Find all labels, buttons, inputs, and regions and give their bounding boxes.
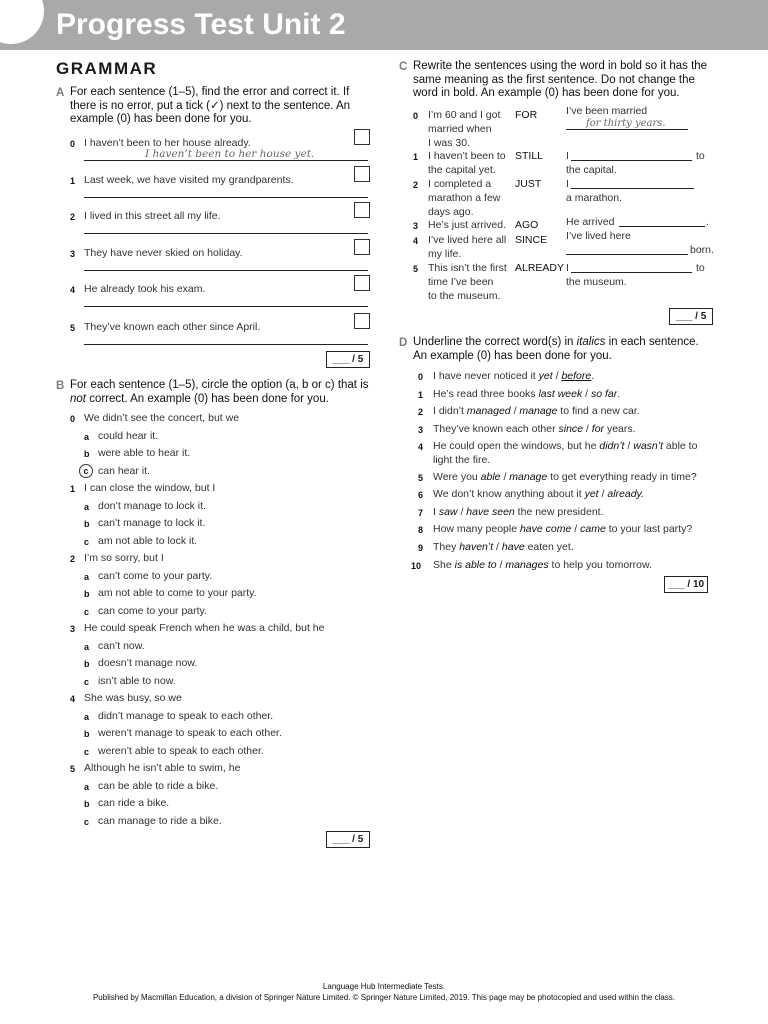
example-prefix: I’ve been married — [566, 105, 648, 117]
option-letter[interactable]: b — [84, 799, 90, 809]
part-d-score-box: ___ / 10 — [664, 576, 708, 593]
italic-option[interactable]: manage — [519, 405, 558, 417]
original-sentence: I completed a — [428, 178, 492, 190]
keyword-bold: FOR — [515, 109, 538, 121]
part-a-score-box: ___ / 5 — [326, 351, 370, 368]
item-number: 2 — [70, 212, 76, 222]
answer-end: to — [696, 150, 705, 162]
option-letter[interactable]: b — [84, 659, 90, 669]
part-b-letter: B — [56, 380, 65, 392]
sentence-fragment: I have never noticed it — [433, 370, 539, 382]
item-number: 2 — [413, 180, 419, 190]
part-d-letter: D — [399, 337, 408, 349]
option-letter[interactable]: a — [84, 641, 90, 652]
option-text[interactable]: can be able to ride a bike. — [98, 779, 219, 792]
example-answer: for thirty years. — [586, 118, 666, 129]
sentence-fragment: I didn’t — [433, 405, 467, 417]
sentence-fragment: / — [457, 506, 467, 518]
tick-box[interactable] — [354, 313, 370, 329]
italic-option[interactable]: is able to — [454, 559, 497, 571]
italic-option[interactable]: for — [591, 423, 605, 435]
sentence-text — [433, 370, 594, 382]
section-title: GRAMMAR — [56, 59, 158, 78]
option-letter[interactable]: b — [84, 729, 90, 739]
answer-line[interactable] — [84, 233, 368, 234]
tick-box[interactable] — [354, 239, 370, 255]
option-letter[interactable]: c — [84, 816, 90, 827]
sentence-fragment: / — [496, 559, 506, 571]
item-number: 3 — [70, 624, 76, 634]
sentence-text: They’ve known each other since April. — [84, 321, 261, 333]
option-letter[interactable]: c — [84, 536, 90, 547]
answer-line[interactable] — [571, 160, 692, 161]
question-stem: He could speak French when he was a child, but he — [84, 622, 325, 634]
italic-option[interactable]: able — [480, 471, 501, 483]
part-a-instruction: For each sentence (1–5), find the error and correct it. If there is no error, put a tick (✓) next to the sentence. An example (0) has been done for you. — [70, 86, 351, 125]
option-letter[interactable]: b — [84, 519, 90, 529]
option-letter[interactable]: a — [84, 431, 90, 442]
option-letter[interactable]: b — [84, 589, 90, 599]
italic-option[interactable]: yet — [538, 370, 553, 382]
item-number: 0 — [413, 111, 419, 121]
original-sentence: marathon a few — [428, 192, 501, 204]
answer-line[interactable] — [84, 160, 368, 161]
sentence-fragment: to your last party? — [605, 523, 693, 535]
answer-start: I’ve lived here — [566, 230, 631, 242]
option-letter[interactable]: a — [84, 501, 90, 512]
option-text[interactable]: could hear it. — [98, 429, 159, 442]
item-number: 2 — [418, 407, 424, 417]
item-number: 10 — [411, 561, 422, 571]
option-letter[interactable]: c — [84, 606, 90, 617]
item-number: 5 — [418, 473, 424, 483]
underlined-answer[interactable]: before — [561, 370, 592, 382]
sentence-text: I lived in this street all my life. — [84, 210, 221, 222]
original-sentence: I haven’t been to — [428, 150, 506, 162]
item-number: 4 — [413, 236, 419, 246]
option-text[interactable]: weren’t manage to speak to each other. — [98, 727, 282, 739]
option-text[interactable]: weren’t able to speak to each other. — [98, 744, 264, 757]
option-text[interactable]: can hear it. — [98, 464, 150, 477]
sentence-fragment: to get everything ready in time? — [547, 471, 697, 483]
answer-line[interactable] — [84, 306, 368, 307]
sentence-fragment: / — [582, 388, 591, 400]
item-number: 3 — [418, 425, 424, 435]
option-text[interactable]: am not able to lock it. — [98, 534, 198, 547]
answer-line[interactable] — [84, 344, 368, 345]
sentence-fragment: / — [493, 541, 502, 553]
sentence-fragment: able to — [663, 440, 698, 452]
item-number: 4 — [70, 285, 76, 295]
sentence-fragment: We don’t know anything about it — [433, 488, 585, 500]
part-d-instruction: Underline the correct word(s) in italics in each sentence. An example (0) has been done for you. — [413, 336, 699, 362]
keyword-bold: ALREADY — [515, 262, 565, 274]
item-number: 6 — [418, 490, 424, 500]
option-text[interactable]: can manage to ride a bike. — [98, 814, 222, 827]
footer-line-1: Language Hub Intermediate Tests. — [322, 982, 446, 991]
original-sentence: to the museum. — [428, 290, 501, 302]
option-text[interactable]: can’t come to your party. — [98, 569, 213, 582]
item-number: 5 — [413, 264, 419, 274]
italic-option[interactable]: last week — [538, 388, 583, 400]
tick-box[interactable] — [354, 166, 370, 182]
answer-continuation: the capital. — [566, 164, 617, 176]
keyword-bold: JUST — [515, 178, 542, 190]
italic-option[interactable]: wasn’t — [633, 440, 663, 452]
item-number: 0 — [70, 139, 76, 149]
option-text[interactable]: can come to your party. — [98, 604, 207, 617]
page-title: Progress Test Unit 2 — [56, 8, 346, 41]
example-answer: I haven’t been to her house yet. — [145, 148, 315, 160]
part-c-instruction: Rewrite the sentences using the word in bold so it has the same meaning as the first sentence. Do not change the word in bold. An example (0) has been done for you. — [413, 60, 708, 99]
option-text[interactable]: can’t manage to lock it. — [98, 517, 206, 529]
option-text[interactable]: didn’t manage to speak to each other. — [98, 709, 274, 722]
part-b-score-box: ___ / 5 — [326, 831, 370, 848]
answer-start: I — [566, 262, 569, 274]
answer-line[interactable] — [571, 272, 692, 273]
italic-option[interactable]: came — [580, 523, 606, 535]
sentence-text — [433, 506, 604, 518]
tick-box[interactable] — [354, 275, 370, 291]
italic-option[interactable]: manage — [509, 471, 548, 483]
answer-continuation: a marathon. — [566, 192, 623, 204]
sentence-text — [433, 440, 697, 452]
sentence-fragment: / — [552, 370, 562, 382]
item-number: 7 — [418, 508, 424, 518]
answer-start: I — [566, 150, 569, 162]
option-letter[interactable]: c — [84, 676, 90, 687]
option-letter[interactable]: a — [84, 781, 90, 792]
italic-option[interactable]: saw — [438, 506, 458, 518]
answer-line[interactable] — [566, 254, 688, 255]
item-number: 1 — [70, 484, 76, 494]
sentence-fragment: Were you — [433, 471, 481, 483]
italic-option[interactable]: have come — [519, 523, 572, 535]
italic-option[interactable]: yet — [584, 488, 599, 500]
answer-continuation: the museum. — [566, 276, 627, 288]
answer-line[interactable] — [571, 188, 694, 189]
item-number: 1 — [418, 390, 424, 400]
footer-line-2: Published by Macmillan Education, a division of Springer Nature Limited. © Springer Nature Limited, 2019. This page may be photocopied and used within the class. — [92, 993, 676, 1002]
answer-line[interactable] — [619, 226, 705, 227]
question-stem: I’m so sorry, but I — [84, 552, 164, 564]
original-sentence: my life. — [428, 248, 462, 260]
keyword-bold: AGO — [515, 219, 539, 231]
option-text[interactable]: can’t now. — [98, 639, 145, 652]
item-number: 5 — [70, 323, 76, 333]
tick-box[interactable] — [354, 129, 370, 145]
option-letter[interactable]: a — [84, 711, 90, 722]
original-sentence: He’s just arrived. — [428, 219, 507, 231]
answer-line[interactable] — [84, 197, 368, 198]
item-number: 0 — [70, 414, 76, 424]
option-letter[interactable]: c — [84, 746, 90, 757]
option-text[interactable]: isn’t able to now. — [98, 674, 176, 687]
item-number: 0 — [418, 372, 424, 382]
keyword-bold: SINCE — [515, 234, 548, 246]
item-number: 3 — [70, 249, 76, 259]
original-sentence: married when — [428, 123, 492, 135]
sentence-fragment: the new president. — [514, 506, 604, 518]
sentence-fragment: . — [617, 388, 621, 400]
sentence-text — [433, 559, 652, 571]
item-number: 9 — [418, 543, 424, 553]
original-sentence: days ago. — [428, 206, 474, 218]
answer-end: born. — [690, 244, 714, 256]
sentence-fragment: to help you tomorrow. — [548, 559, 652, 571]
sentence-fragment: I — [433, 506, 439, 518]
sentence-fragment: / — [500, 471, 510, 483]
sentence-continuation: light the fire. — [433, 454, 491, 466]
item-number: 2 — [70, 554, 76, 564]
original-sentence: I was 30. — [428, 137, 471, 149]
answer-line[interactable] — [84, 270, 368, 271]
sentence-text: Last week, we have visited my grandparents. — [84, 174, 294, 186]
italic-option[interactable]: already. — [607, 488, 644, 500]
sentence-text — [433, 388, 620, 400]
sentence-fragment: He’s read three books — [433, 388, 539, 400]
original-sentence: This isn’t the first — [428, 262, 507, 274]
question-stem: Although he isn’t able to swim, he — [84, 762, 241, 774]
italic-option[interactable]: so far — [591, 388, 618, 400]
sentence-fragment: They — [433, 541, 460, 553]
italic-option[interactable]: manages — [505, 559, 549, 571]
italic-option[interactable]: have seen — [466, 506, 515, 518]
part-c-score-box: ___ / 5 — [669, 308, 713, 325]
option-letter[interactable]: b — [84, 449, 90, 459]
item-number: 8 — [418, 525, 424, 535]
part-b-instruction: For each sentence (1–5), circle the option (a, b or c) that is not correct. An example (0) has been done for you. — [70, 379, 369, 405]
sentence-fragment: He could open the windows, but he — [433, 440, 600, 452]
sentence-text — [433, 541, 574, 553]
item-number: 4 — [70, 694, 76, 704]
answer-start: He arrived — [566, 216, 615, 228]
answer-end: to — [696, 262, 705, 274]
sentence-text — [433, 488, 644, 500]
italic-option[interactable]: managed — [466, 405, 511, 417]
option-text[interactable]: don’t manage to lock it. — [98, 499, 206, 512]
sentence-fragment: years. — [604, 423, 636, 435]
item-number: 1 — [70, 176, 76, 186]
question-stem: I can close the window, but I — [84, 482, 216, 494]
sentence-text — [433, 423, 636, 435]
original-sentence: time I’ve been — [428, 276, 494, 288]
sentence-fragment: to find a new car. — [557, 405, 640, 417]
sentence-fragment: eaten yet. — [524, 541, 574, 553]
sentence-fragment: They’ve known each other — [433, 423, 559, 435]
tick-box[interactable] — [354, 202, 370, 218]
sentence-fragment: / — [598, 488, 608, 500]
answer-line[interactable] — [566, 129, 688, 130]
question-stem: We didn’t see the concert, but we — [84, 412, 240, 424]
original-sentence: I’m 60 and I got — [428, 109, 501, 121]
sentence-text — [433, 405, 640, 417]
item-number: 1 — [413, 152, 419, 162]
sentence-fragment: / — [583, 423, 592, 435]
keyword-bold: STILL — [515, 150, 544, 162]
part-a-letter: A — [56, 87, 65, 99]
answer-end: . — [706, 216, 709, 228]
original-sentence: the capital yet. — [428, 164, 496, 176]
italic-option[interactable]: didn’t — [599, 440, 625, 452]
sentence-fragment: / — [571, 523, 581, 535]
italic-option[interactable]: have — [501, 541, 525, 553]
option-text[interactable]: can ride a bike. — [98, 797, 170, 809]
original-sentence: I’ve lived here all — [428, 234, 507, 246]
part-c-letter: C — [399, 61, 408, 73]
sentence-text — [433, 523, 692, 535]
answer-start: I — [566, 178, 569, 190]
sentence-text: He already took his exam. — [84, 283, 206, 295]
sentence-fragment: / — [510, 405, 520, 417]
sentence-fragment: She — [433, 559, 455, 571]
circled-option-marker: c — [79, 464, 93, 478]
sentence-fragment: How many people — [433, 523, 520, 535]
item-number: 3 — [413, 221, 419, 231]
sentence-text: I haven’t been to her house already. — [84, 137, 251, 149]
option-text[interactable]: am not able to come to your party. — [98, 587, 257, 599]
question-stem: She was busy, so we — [84, 692, 182, 704]
sentence-text: They have never skied on holiday. — [84, 247, 243, 259]
italic-option[interactable]: haven’t — [459, 541, 494, 553]
option-letter[interactable]: a — [84, 571, 90, 582]
sentence-fragment: . — [591, 370, 595, 382]
option-text[interactable]: doesn’t manage now. — [98, 657, 198, 669]
item-number: 4 — [418, 442, 424, 452]
sentence-fragment: / — [624, 440, 634, 452]
italic-option[interactable]: since — [558, 423, 584, 435]
sentence-text — [433, 471, 697, 483]
option-text[interactable]: were able to hear it. — [98, 447, 191, 459]
item-number: 5 — [70, 764, 76, 774]
